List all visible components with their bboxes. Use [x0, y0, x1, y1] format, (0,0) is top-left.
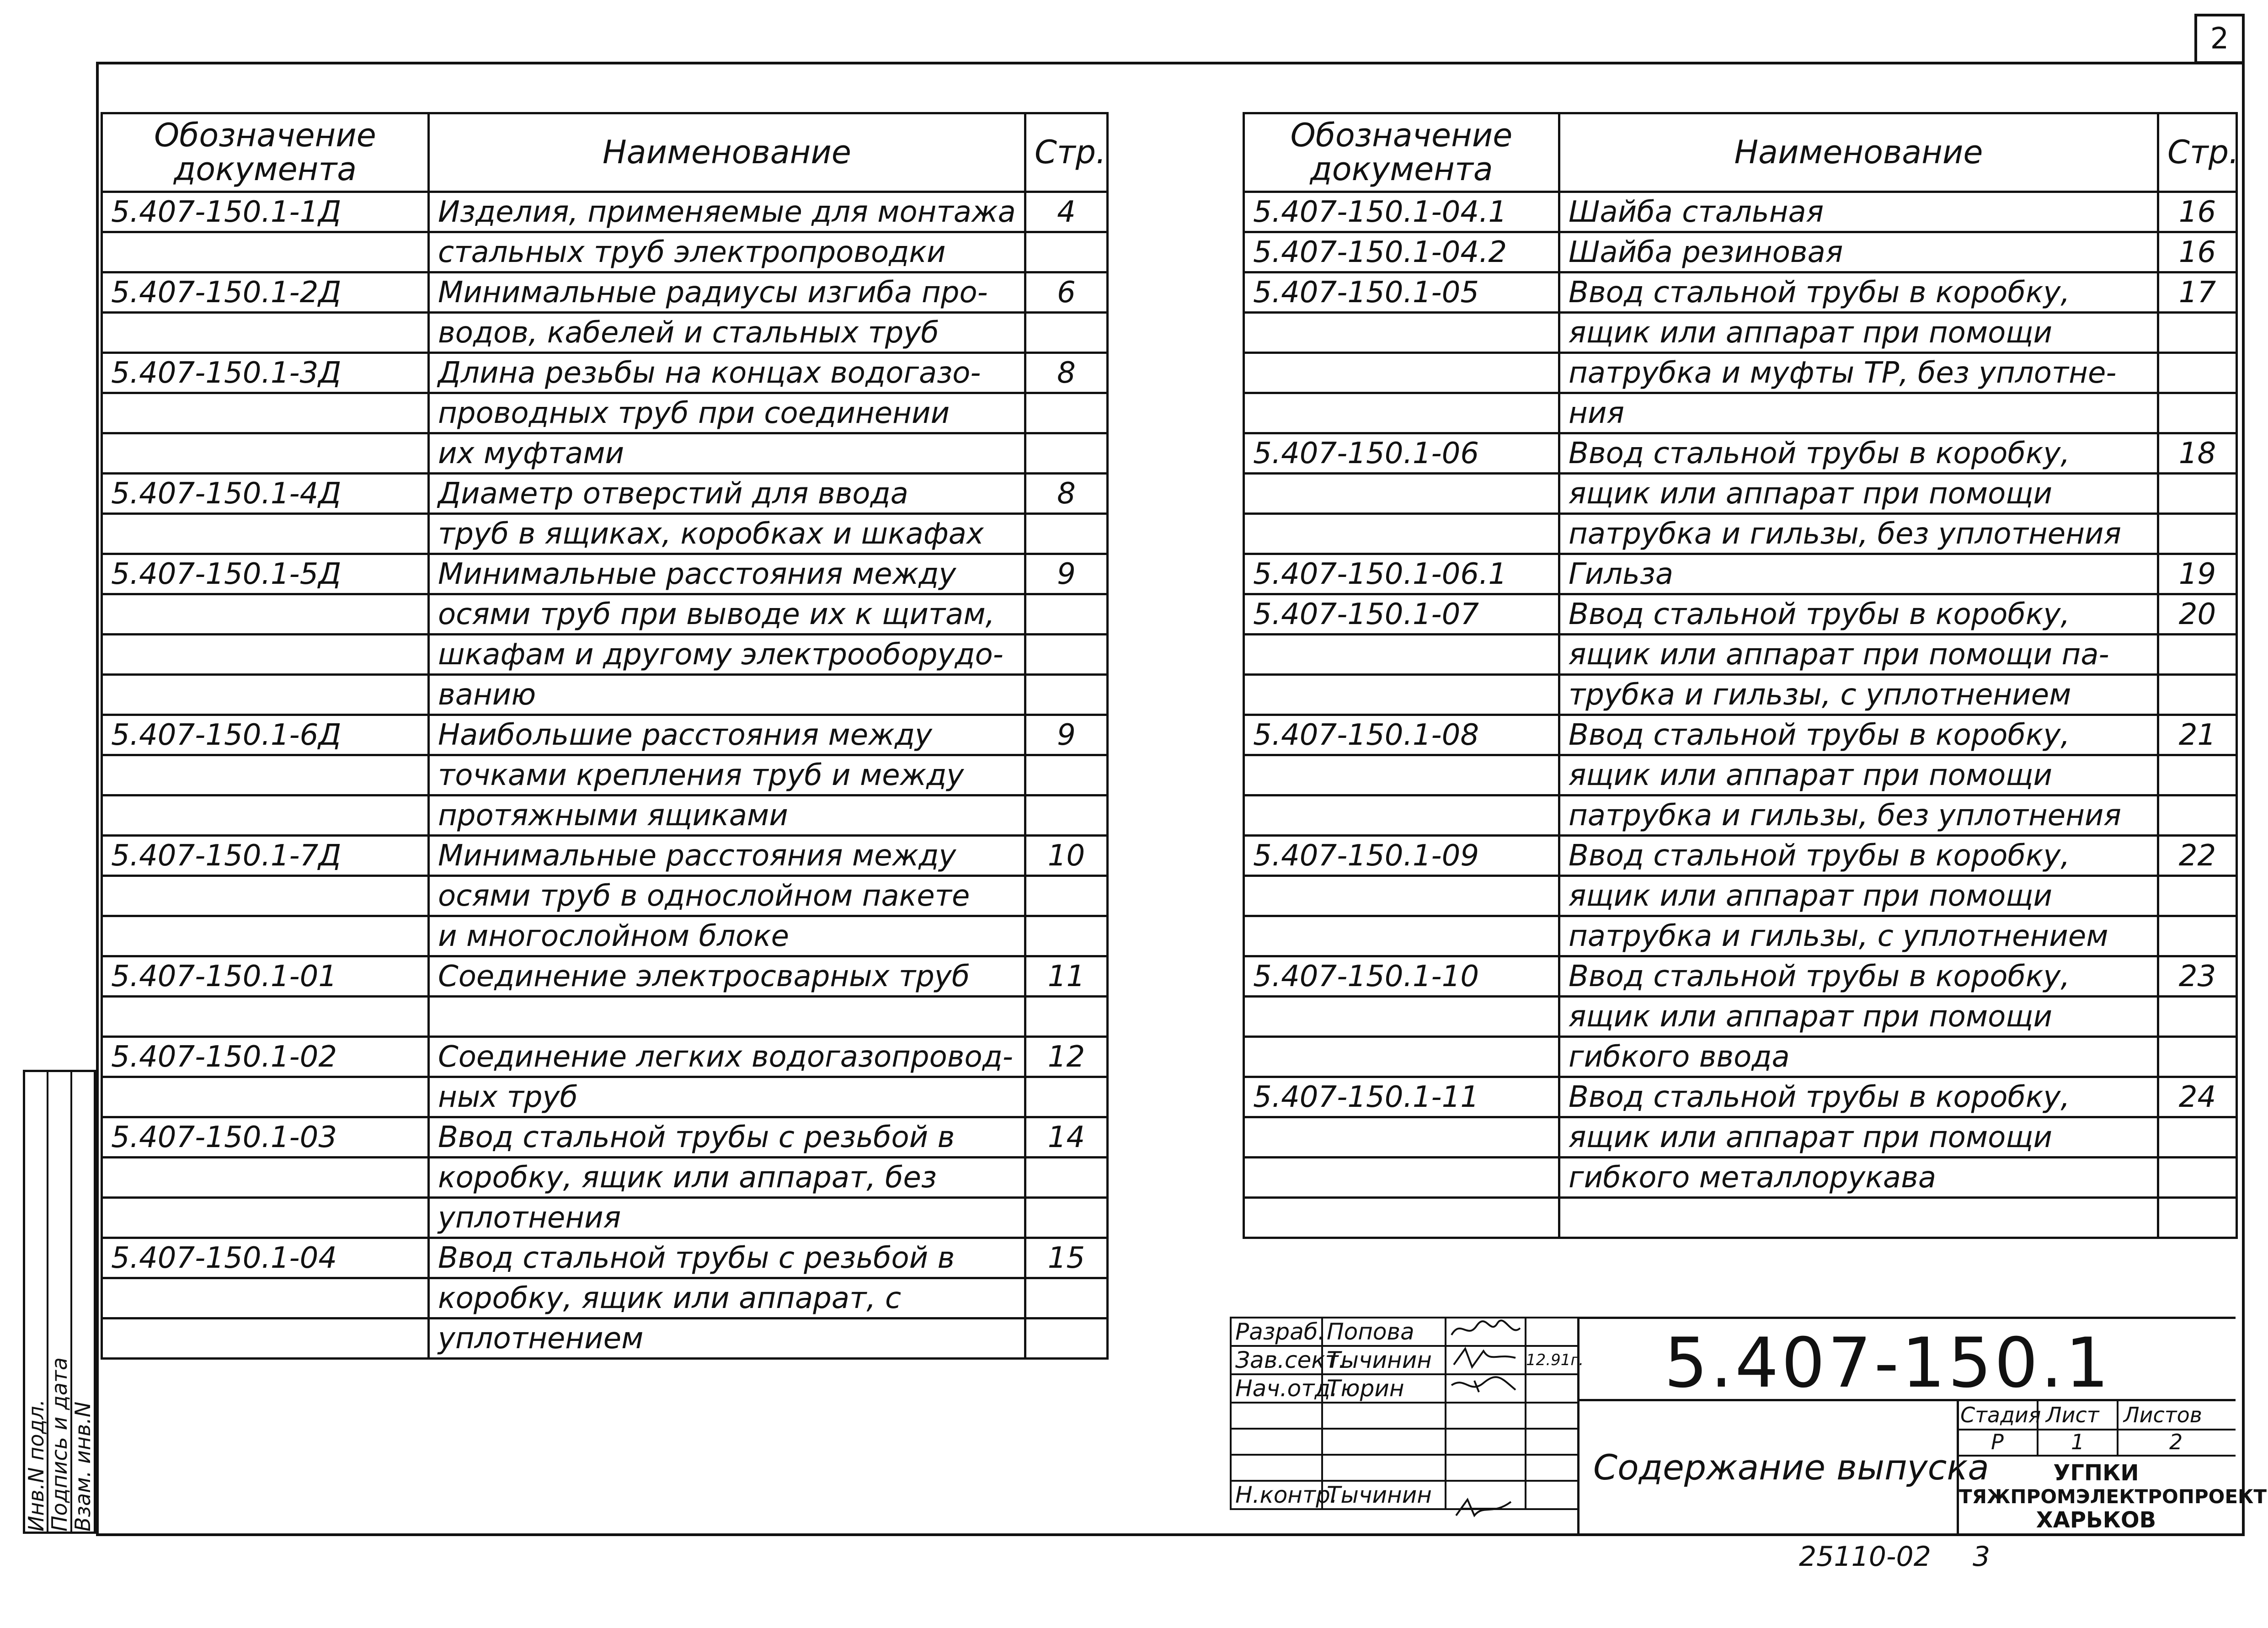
cell-page — [2158, 1117, 2237, 1158]
cell-code: 5.407-150.1-06.1 — [1244, 554, 1559, 594]
table-row — [1244, 192, 2237, 232]
cell-name: патрубка и гильзы, с уплотнением — [1559, 916, 2158, 956]
signature-nkontr — [1447, 1495, 1525, 1522]
cell-page — [1025, 675, 1108, 715]
cell-page — [1025, 232, 1108, 272]
cell-page: 16 — [2158, 192, 2237, 232]
header-name: Наименование — [1559, 113, 2158, 192]
sheets-value: 2 — [2169, 1430, 2183, 1454]
cell-name — [1559, 1198, 2158, 1238]
cell-name: Ввод стальной трубы в коробку, — [1559, 272, 2158, 313]
cell-code — [1244, 514, 1559, 554]
stamp-row — [1231, 1374, 1578, 1403]
cell-code: 5.407-150.1-6Д — [102, 715, 429, 755]
cell-page: 10 — [1025, 836, 1108, 876]
cell-code — [102, 755, 429, 795]
sheet-label: Лист — [2046, 1403, 2099, 1427]
cell-page — [2158, 393, 2237, 433]
header-page: Стр. — [2158, 113, 2237, 192]
sheets-label: Листов — [2124, 1403, 2202, 1427]
table-row — [1244, 635, 2237, 675]
cell-page: 21 — [2158, 715, 2237, 755]
cell-page — [2158, 997, 2237, 1037]
cell-page — [1025, 393, 1108, 433]
cell-name: точками крепления труб и между — [429, 755, 1025, 795]
table-row — [102, 1238, 1108, 1278]
cell-name: водов, кабелей и стальных труб — [429, 313, 1025, 353]
cell-name: Соединение легких водогазопровод- — [429, 1037, 1025, 1077]
document-title: Содержание выпуска — [1593, 1447, 1989, 1488]
cell-name: ящик или аппарат при помощи — [1559, 997, 2158, 1037]
signature-tychinin — [1447, 1344, 1525, 1372]
cell-name: коробку, ящик или аппарат, с — [429, 1278, 1025, 1318]
cell-page — [1025, 594, 1108, 635]
cell-page: 6 — [1025, 272, 1108, 313]
cell-code — [1244, 353, 1559, 393]
cell-name: Длина резьбы на концах водогазо- — [429, 353, 1025, 393]
cell-page — [1025, 997, 1108, 1037]
cell-name: Ввод стальной трубы с резьбой в — [429, 1117, 1025, 1158]
cell-page — [2158, 675, 2237, 715]
stamp-row — [1231, 1481, 1578, 1509]
stamp-date-cell — [1526, 1318, 1578, 1346]
cell-code — [102, 1077, 429, 1117]
side-stamp-col — [25, 1072, 48, 1532]
org-line-2: ТЯЖПРОМЭЛЕКТРОПРОЕКТ — [1959, 1485, 2267, 1508]
cell-code: 5.407-150.1-7Д — [102, 836, 429, 876]
table-row — [102, 1198, 1108, 1238]
cell-name: Изделия, применяемые для монтажа — [429, 192, 1025, 232]
cell-code — [102, 795, 429, 836]
cell-code — [1244, 997, 1559, 1037]
cell-page — [1025, 916, 1108, 956]
document-code: 5.407-150.1 — [1664, 1324, 2112, 1403]
cell-name: гибкого ввода — [1559, 1037, 2158, 1077]
cell-code: 5.407-150.1-1Д — [102, 192, 429, 232]
table-row — [102, 313, 1108, 353]
side-stamp-col — [72, 1072, 94, 1532]
table-row — [1244, 554, 2237, 594]
cell-code: 5.407-150.1-11 — [1244, 1077, 1559, 1117]
cell-name: Шайба стальная — [1559, 192, 2158, 232]
cell-code — [1244, 313, 1559, 353]
cell-name: ящик или аппарат при помощи — [1559, 876, 2158, 916]
table-row — [102, 514, 1108, 554]
cell-page: 14 — [1025, 1117, 1108, 1158]
table-row — [102, 1278, 1108, 1318]
stamp-role: Н.контр. — [1231, 1481, 1322, 1509]
cell-code — [102, 876, 429, 916]
stamp-row — [1231, 1455, 1578, 1481]
cell-code: 5.407-150.1-07 — [1244, 594, 1559, 635]
table-row — [1244, 393, 2237, 433]
cell-code — [1244, 675, 1559, 715]
table-row — [1244, 514, 2237, 554]
cell-code — [102, 232, 429, 272]
cell-code: 5.407-150.1-05 — [1244, 272, 1559, 313]
cell-page — [1025, 1278, 1108, 1318]
cell-page: 24 — [2158, 1077, 2237, 1117]
signature-popova — [1447, 1317, 1525, 1344]
stamp-role — [1231, 1429, 1322, 1455]
cell-code: 5.407-150.1-5Д — [102, 554, 429, 594]
cell-page — [1025, 433, 1108, 474]
cell-page — [2158, 474, 2237, 514]
stamp-role: Зав.сект. — [1231, 1346, 1322, 1374]
cell-code — [1244, 876, 1559, 916]
table-row — [1244, 1037, 2237, 1077]
table-row — [102, 675, 1108, 715]
table-row — [102, 433, 1108, 474]
stamp-row — [1231, 1403, 1578, 1429]
table-row — [1244, 836, 2237, 876]
header-page: Стр. — [1025, 113, 1108, 192]
cell-code: 5.407-150.1-09 — [1244, 836, 1559, 876]
cell-name: проводных труб при соединении — [429, 393, 1025, 433]
stamp-role: Нач.отд. — [1231, 1374, 1322, 1403]
signature-tyurin — [1447, 1372, 1525, 1399]
header-name: Наименование — [429, 113, 1025, 192]
cell-page: 16 — [2158, 232, 2237, 272]
cell-code — [102, 1278, 429, 1318]
cell-page: 8 — [1025, 353, 1108, 393]
cell-page: 20 — [2158, 594, 2237, 635]
stamp-person: Тычинин — [1322, 1346, 1446, 1374]
stamp-date-cell — [1526, 1455, 1578, 1481]
cell-page — [1025, 1198, 1108, 1238]
cell-name: ния — [1559, 393, 2158, 433]
side-label-sign: Подпись и дата — [47, 1357, 72, 1532]
cell-page — [1025, 313, 1108, 353]
table-row — [102, 1037, 1108, 1077]
cell-code: 5.407-150.1-03 — [102, 1117, 429, 1158]
cell-code — [102, 313, 429, 353]
stamp-date-cell — [1526, 1429, 1578, 1455]
cell-page — [2158, 755, 2237, 795]
table-row — [102, 1077, 1108, 1117]
table-row — [102, 635, 1108, 675]
cell-name: ящик или аппарат при помощи па- — [1559, 635, 2158, 675]
stamp-row — [1231, 1429, 1578, 1455]
cell-page — [2158, 635, 2237, 675]
cell-name: труб в ящиках, коробках и шкафах — [429, 514, 1025, 554]
cell-name: гибкого металлорукава — [1559, 1158, 2158, 1198]
cell-code — [102, 514, 429, 554]
cell-name: Ввод стальной трубы в коробку, — [1559, 1077, 2158, 1117]
cell-name: осями труб в однослойном пакете — [429, 876, 1025, 916]
cell-page: 19 — [2158, 554, 2237, 594]
cell-code — [1244, 393, 1559, 433]
cell-code: 5.407-150.1-4Д — [102, 474, 429, 514]
table-row — [102, 232, 1108, 272]
stamp-row — [1231, 1318, 1578, 1346]
stamp-role: Разраб. — [1231, 1318, 1322, 1346]
table-row — [1244, 433, 2237, 474]
cell-code — [102, 675, 429, 715]
table-row — [102, 554, 1108, 594]
cell-page: 12 — [1025, 1037, 1108, 1077]
cell-code — [102, 393, 429, 433]
table-row — [102, 353, 1108, 393]
cell-page — [2158, 353, 2237, 393]
table-row — [1244, 876, 2237, 916]
table-row — [102, 755, 1108, 795]
cell-name: Соединение электросварных труб — [429, 956, 1025, 997]
table-header — [102, 113, 1108, 192]
footer-code: 25110-02 — [1799, 1541, 1931, 1573]
org-line-3: ХАРЬКОВ — [2036, 1507, 2156, 1533]
table-row — [1244, 755, 2237, 795]
cell-name: Шайба резиновая — [1559, 232, 2158, 272]
stamp-person — [1322, 1403, 1446, 1429]
table-row — [1244, 594, 2237, 635]
cell-code — [102, 1158, 429, 1198]
cell-page: 23 — [2158, 956, 2237, 997]
cell-code — [1244, 1198, 1559, 1238]
table-row — [1244, 916, 2237, 956]
cell-page — [2158, 795, 2237, 836]
cell-name: Ввод стальной трубы в коробку, — [1559, 956, 2158, 997]
table-row — [1244, 232, 2237, 272]
footer-number: 3 — [1973, 1541, 1991, 1573]
cell-code — [102, 594, 429, 635]
table-row — [1244, 474, 2237, 514]
table-row — [1244, 1158, 2237, 1198]
cell-name: ванию — [429, 675, 1025, 715]
stamp-date-cell — [1526, 1403, 1578, 1429]
organization — [1959, 1460, 2267, 1533]
table-row — [102, 272, 1108, 313]
cell-page: 8 — [1025, 474, 1108, 514]
cell-name: патрубка и гильзы, без уплотнения — [1559, 514, 2158, 554]
cell-name: Ввод стальной трубы в коробку, — [1559, 433, 2158, 474]
cell-name: их муфтами — [429, 433, 1025, 474]
cell-page: 4 — [1025, 192, 1108, 232]
stage-value: Р — [1991, 1430, 2004, 1454]
stamp-signature — [1446, 1403, 1526, 1429]
cell-code — [102, 433, 429, 474]
cell-code: 5.407-150.1-3Д — [102, 353, 429, 393]
table-row — [102, 836, 1108, 876]
header-code: Обозначение документа — [1244, 113, 1559, 192]
stamp-person — [1322, 1429, 1446, 1455]
stamp-date-cell — [1526, 1374, 1578, 1403]
cell-code: 5.407-150.1-08 — [1244, 715, 1559, 755]
cell-code: 5.407-150.1-2Д — [102, 272, 429, 313]
cell-name: Минимальные расстояния между — [429, 836, 1025, 876]
contents-table-right — [1243, 112, 2238, 1239]
table-row — [1244, 1077, 2237, 1117]
cell-page: 11 — [1025, 956, 1108, 997]
cell-name: ящик или аппарат при помощи — [1559, 1117, 2158, 1158]
cell-code — [1244, 474, 1559, 514]
cell-name: ящик или аппарат при помощи — [1559, 474, 2158, 514]
stage-label: Стадия — [1960, 1403, 2041, 1427]
table-row — [1244, 313, 2237, 353]
cell-code: 5.407-150.1-02 — [102, 1037, 429, 1077]
cell-code — [1244, 1158, 1559, 1198]
table-row — [102, 192, 1108, 232]
table-row — [1244, 675, 2237, 715]
cell-code: 5.407-150.1-04.1 — [1244, 192, 1559, 232]
stamp-role — [1231, 1403, 1322, 1429]
cell-name: ных труб — [429, 1077, 1025, 1117]
cell-page — [1025, 635, 1108, 675]
side-stamp-col — [48, 1072, 72, 1532]
table-row — [102, 916, 1108, 956]
cell-page — [1025, 1077, 1108, 1117]
cell-code — [1244, 916, 1559, 956]
table-row — [1244, 1117, 2237, 1158]
table-row — [1244, 795, 2237, 836]
table-row — [102, 715, 1108, 755]
table-row — [1244, 997, 2237, 1037]
cell-page — [1025, 514, 1108, 554]
cell-page: 18 — [2158, 433, 2237, 474]
cell-code — [102, 1198, 429, 1238]
cell-name: уплотнения — [429, 1198, 1025, 1238]
cell-name — [429, 997, 1025, 1037]
stamp-date: 12.91г. — [1526, 1351, 1584, 1369]
cell-code — [1244, 755, 1559, 795]
cell-name: шкафам и другому электрооборудо- — [429, 635, 1025, 675]
table-row — [102, 795, 1108, 836]
cell-name: осями труб при выводе их к щитам, — [429, 594, 1025, 635]
stamp-person: Тычинин — [1322, 1481, 1446, 1509]
table-row — [102, 1318, 1108, 1359]
side-stamp — [23, 1070, 96, 1534]
stamp-role — [1231, 1455, 1322, 1481]
cell-name: патрубка и гильзы, без уплотнения — [1559, 795, 2158, 836]
table-row — [1244, 1198, 2237, 1238]
table-row — [102, 474, 1108, 514]
cell-name: Ввод стальной трубы в коробку, — [1559, 594, 2158, 635]
cell-name: трубка и гильзы, с уплотнением — [1559, 675, 2158, 715]
cell-page: 9 — [1025, 715, 1108, 755]
table-header — [1244, 113, 2237, 192]
cell-name: Минимальные радиусы изгиба про- — [429, 272, 1025, 313]
table-row — [102, 997, 1108, 1037]
cell-page: 9 — [1025, 554, 1108, 594]
stamp-person: Тюрин — [1322, 1374, 1446, 1403]
cell-page — [1025, 1158, 1108, 1198]
cell-name: Диаметр отверстий для ввода — [429, 474, 1025, 514]
cell-name: коробку, ящик или аппарат, без — [429, 1158, 1025, 1198]
cell-name: Ввод стальной трубы в коробку, — [1559, 715, 2158, 755]
table-row — [102, 1117, 1108, 1158]
stamp-person — [1322, 1455, 1446, 1481]
cell-page — [1025, 755, 1108, 795]
stamp-signature — [1446, 1429, 1526, 1455]
table-row — [1244, 353, 2237, 393]
cell-page — [1025, 876, 1108, 916]
cell-page: 15 — [1025, 1238, 1108, 1278]
cell-code — [1244, 635, 1559, 675]
cell-name: патрубка и муфты ТР, без уплотне- — [1559, 353, 2158, 393]
cell-page: 22 — [2158, 836, 2237, 876]
cell-page — [1025, 1318, 1108, 1359]
cell-page: 17 — [2158, 272, 2237, 313]
side-label-inv: Инв.N подл. — [23, 1399, 48, 1532]
cell-code — [1244, 795, 1559, 836]
stage-col-divider2 — [2117, 1399, 2119, 1455]
cell-name: Гильза — [1559, 554, 2158, 594]
table-row — [102, 876, 1108, 916]
cell-name: Наибольшие расстояния между — [429, 715, 1025, 755]
contents-table-left — [101, 112, 1109, 1360]
signature-grid — [1230, 1317, 1579, 1510]
table-row — [1244, 272, 2237, 313]
table-row — [1244, 956, 2237, 997]
cell-code — [102, 997, 429, 1037]
cell-name: ящик или аппарат при помощи — [1559, 755, 2158, 795]
page-number-box — [2194, 14, 2245, 64]
cell-page — [2158, 876, 2237, 916]
table-row — [1244, 715, 2237, 755]
cell-code — [102, 916, 429, 956]
cell-name: Ввод стальной трубы с резьбой в — [429, 1238, 1025, 1278]
cell-code: 5.407-150.1-01 — [102, 956, 429, 997]
cell-page — [2158, 1037, 2237, 1077]
stage-row-divider2 — [1957, 1455, 2236, 1457]
stamp-date-cell — [1526, 1481, 1578, 1509]
cell-code: 5.407-150.1-04.2 — [1244, 232, 1559, 272]
org-line-1: УГПКИ — [2053, 1460, 2139, 1486]
cell-page — [2158, 1198, 2237, 1238]
table-row — [102, 393, 1108, 433]
header-code: Обозначение документа — [102, 113, 429, 192]
cell-name: уплотнением — [429, 1318, 1025, 1359]
table-row — [102, 956, 1108, 997]
cell-page — [2158, 313, 2237, 353]
table-row — [102, 1158, 1108, 1198]
cell-page — [2158, 514, 2237, 554]
stamp-signature — [1446, 1455, 1526, 1481]
cell-code: 5.407-150.1-10 — [1244, 956, 1559, 997]
cell-page — [2158, 1158, 2237, 1198]
cell-code — [1244, 1117, 1559, 1158]
cell-name: протяжными ящиками — [429, 795, 1025, 836]
side-label-replace: Взам. инв.N — [70, 1401, 96, 1532]
table-row — [102, 594, 1108, 635]
cell-code: 5.407-150.1-06 — [1244, 433, 1559, 474]
cell-code: 5.407-150.1-04 — [102, 1238, 429, 1278]
stamp-person: Попова — [1322, 1318, 1446, 1346]
cell-name: и многослойном блоке — [429, 916, 1025, 956]
cell-name: стальных труб электропроводки — [429, 232, 1025, 272]
cell-code — [1244, 1037, 1559, 1077]
cell-page — [1025, 795, 1108, 836]
page-number: 2 — [2210, 22, 2229, 56]
cell-code — [102, 1318, 429, 1359]
cell-code — [102, 635, 429, 675]
cell-name: Минимальные расстояния между — [429, 554, 1025, 594]
cell-name: Ввод стальной трубы в коробку, — [1559, 836, 2158, 876]
cell-page — [2158, 916, 2237, 956]
cell-name: ящик или аппарат при помощи — [1559, 313, 2158, 353]
sheet-value: 1 — [2071, 1430, 2085, 1454]
